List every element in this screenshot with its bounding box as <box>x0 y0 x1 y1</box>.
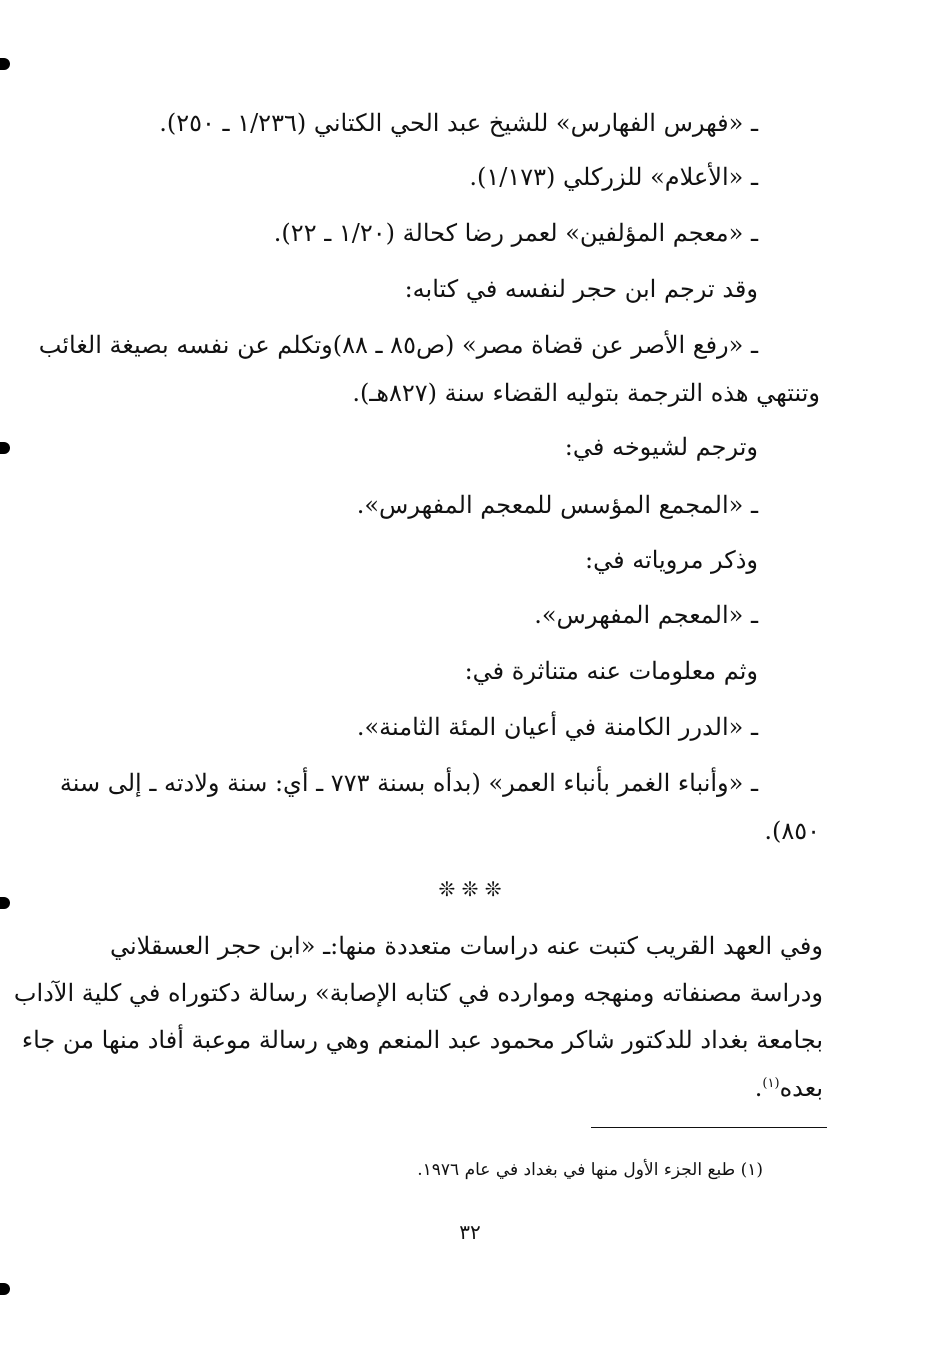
scan-edge-mark <box>0 442 10 454</box>
page-number: ٣٢ <box>459 1220 481 1244</box>
reference-line: ـ «رفع الأصر عن قضاة مصر» (ص٨٥ ـ ٨٨)وتكلم عن نفسه بصيغة الغائب <box>38 331 758 359</box>
paragraph-line: وفي العهد القريب كتبت عنه دراسات متعددة منها:ـ «ابن حجر العسقلاني <box>110 932 823 960</box>
scan-edge-mark <box>0 1283 10 1295</box>
paragraph-word: بعده <box>779 1074 823 1102</box>
reference-line: ـ «الأعلام» للزركلي (١/١٧٣). <box>469 163 758 191</box>
footnote: (١) طبع الجزء الأول منها في بغداد في عام ١٩٧٦. <box>417 1160 763 1180</box>
section-separator: ❊ ❊ ❊ <box>438 877 502 901</box>
text-line: وترجم لشيوخه في: <box>564 433 758 461</box>
paragraph-line: ودراسة مصنفاته ومنهجه وموارده في كتابه الإصابة» رسالة دكتوراه في كلية الآداب <box>13 979 823 1007</box>
reference-line: ـ «الدرر الكامنة في أعيان المئة الثامنة». <box>356 713 758 741</box>
text-line: وثم معلومات عنه متناثرة في: <box>464 657 758 685</box>
reference-line: ـ «المجمع المؤسس للمعجم المفهرس». <box>356 491 758 519</box>
text-line: ٨٥٠). <box>764 817 820 845</box>
scan-edge-mark <box>0 58 10 70</box>
reference-line: ـ «وأنباء الغمر بأنباء العمر» (بدأه بسنة ٧٧٣ ـ أي: سنة ولادته ـ إلى سنة <box>59 769 758 797</box>
scan-edge-mark <box>0 897 10 909</box>
reference-line: ـ «معجم المؤلفين» لعمر رضا كحالة (١/٢٠ ـ ٢٢). <box>273 219 758 247</box>
text-line: وقد ترجم ابن حجر لنفسه في كتابه: <box>404 275 758 303</box>
text-line: وتنتهي هذه الترجمة بتوليه القضاء سنة (٨٢٧هـ). <box>352 379 820 407</box>
paragraph-period: . <box>754 1074 763 1102</box>
reference-line: ـ «المعجم المفهرس». <box>534 601 758 629</box>
paragraph-line-last <box>755 1071 823 1105</box>
reference-line: ـ «فهرس الفهارس» للشيخ عبد الحي الكتاني (١/٢٣٦ ـ ٢٥٠). <box>159 109 758 137</box>
footnote-divider <box>591 1127 827 1128</box>
text-line: وذكر مروياته في: <box>585 546 758 574</box>
paragraph-line: بجامعة بغداد للدكتور شاكر محمود عبد المنعم وهي رسالة موعبة أفاد منها من جاء <box>21 1026 823 1054</box>
footnote-marker: (١) <box>762 1076 780 1091</box>
